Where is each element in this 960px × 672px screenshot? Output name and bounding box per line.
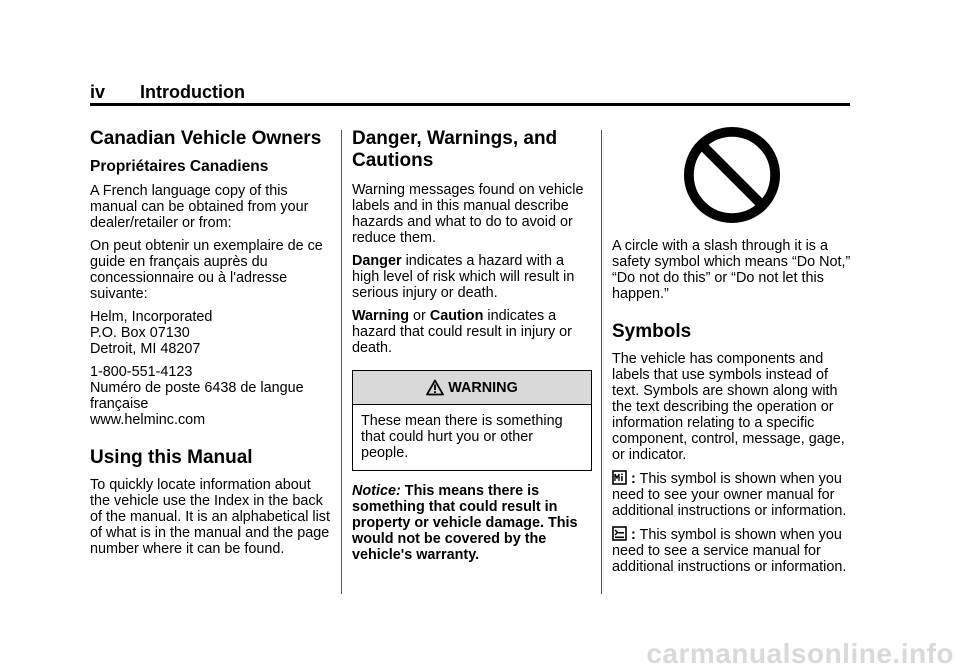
service-manual-icon	[612, 526, 627, 541]
address-block	[90, 309, 332, 357]
no-circle-slash-icon	[683, 126, 781, 224]
danger-word: Danger	[352, 253, 402, 269]
service-manual-symbol-paragraph	[612, 526, 852, 575]
column-right	[612, 128, 852, 582]
warning-box-header	[353, 371, 591, 405]
canadian-paragraph-en: A French language copy of this manual can be obtained from your dealer/retailer or from:	[90, 183, 309, 231]
danger-heading: Danger, Warnings, and Cautions	[352, 128, 558, 171]
warning-triangle-icon	[426, 379, 444, 396]
notice-label: Notice:	[352, 483, 401, 499]
address-line: Helm, Incorporated	[90, 309, 213, 325]
column-divider	[601, 130, 602, 594]
extension-text: Numéro de poste 6438 de langue française	[90, 380, 304, 412]
page-number: iv	[90, 82, 106, 102]
header-rule	[90, 103, 850, 106]
warning-box-body: These mean there is something that could hurt you or other people.	[361, 413, 563, 461]
section-title: Introduction	[140, 82, 245, 102]
warning-box	[352, 370, 592, 471]
warning-caution-text: indicates a hazard that could result in injury or death.	[352, 308, 572, 356]
owner-manual-icon	[612, 470, 627, 485]
canadian-paragraph-fr: On peut obtenir un exemplaire de ce guide en français auprès du concessionnaire ou à l'adresse suivante:	[90, 238, 323, 302]
notice-paragraph	[352, 483, 592, 563]
column-divider	[341, 130, 342, 594]
address-line: P.O. Box 07130	[90, 325, 190, 341]
symbols-heading: Symbols	[612, 321, 692, 342]
owner-manual-symbol-paragraph	[612, 470, 852, 519]
owner-manual-text: This symbol is shown when you need to see your owner manual for additional instructions or information.	[612, 471, 847, 519]
phone-number: 1-800-551-4123	[90, 364, 193, 380]
warning-box-label: WARNING	[448, 379, 518, 396]
address-line: Detroit, MI 48207	[90, 341, 201, 357]
using-manual-paragraph: To quickly locate information about the vehicle use the Index in the back of the manual. It is an alphabetical list of what is in the manual and the page number where it can be found.	[90, 477, 330, 557]
contact-block	[90, 364, 332, 428]
danger-definition-text: indicates a hazard with a high level of risk which will result in serious injury or death.	[352, 253, 575, 301]
service-manual-text: This symbol is shown when you need to see a service manual for additional instructions or information.	[612, 527, 847, 575]
canadian-heading: Canadian Vehicle Owners	[90, 128, 322, 149]
warning-caution-definition	[352, 308, 592, 356]
watermark: carmanualsonline.info	[646, 638, 954, 669]
or-word: or	[409, 308, 430, 324]
using-manual-heading: Using this Manual	[90, 447, 253, 468]
symbols-paragraph: The vehicle has components and labels that use symbols instead of text. Symbols are shown along with the text describing the operation or information relating to a specific component, control, message, gage, or indicator.	[612, 351, 845, 463]
column-middle	[352, 128, 592, 570]
danger-intro: Warning messages found on vehicle labels and in this manual describe hazards and what to do to avoid or reduce them.	[352, 182, 584, 246]
service-manual-colon: :	[631, 527, 636, 543]
warning-word: Warning	[352, 308, 410, 324]
page-header	[90, 82, 850, 104]
danger-definition	[352, 253, 592, 301]
column-left	[90, 128, 332, 564]
circle-slash-description: A circle with a slash through it is a safety symbol which means “Do Not,” “Do not do this” or “Do not let this happen.”	[612, 238, 851, 302]
caution-word: Caution	[429, 308, 484, 324]
owner-manual-colon: :	[631, 471, 636, 487]
notice-text: This means there is something that could result in property or vehicle damage. This would not be covered by the vehicle's warranty.	[352, 483, 578, 563]
canadian-subheading: Propriétaires Canadiens	[90, 158, 269, 175]
website-link[interactable]: www.helminc.com	[90, 412, 206, 428]
